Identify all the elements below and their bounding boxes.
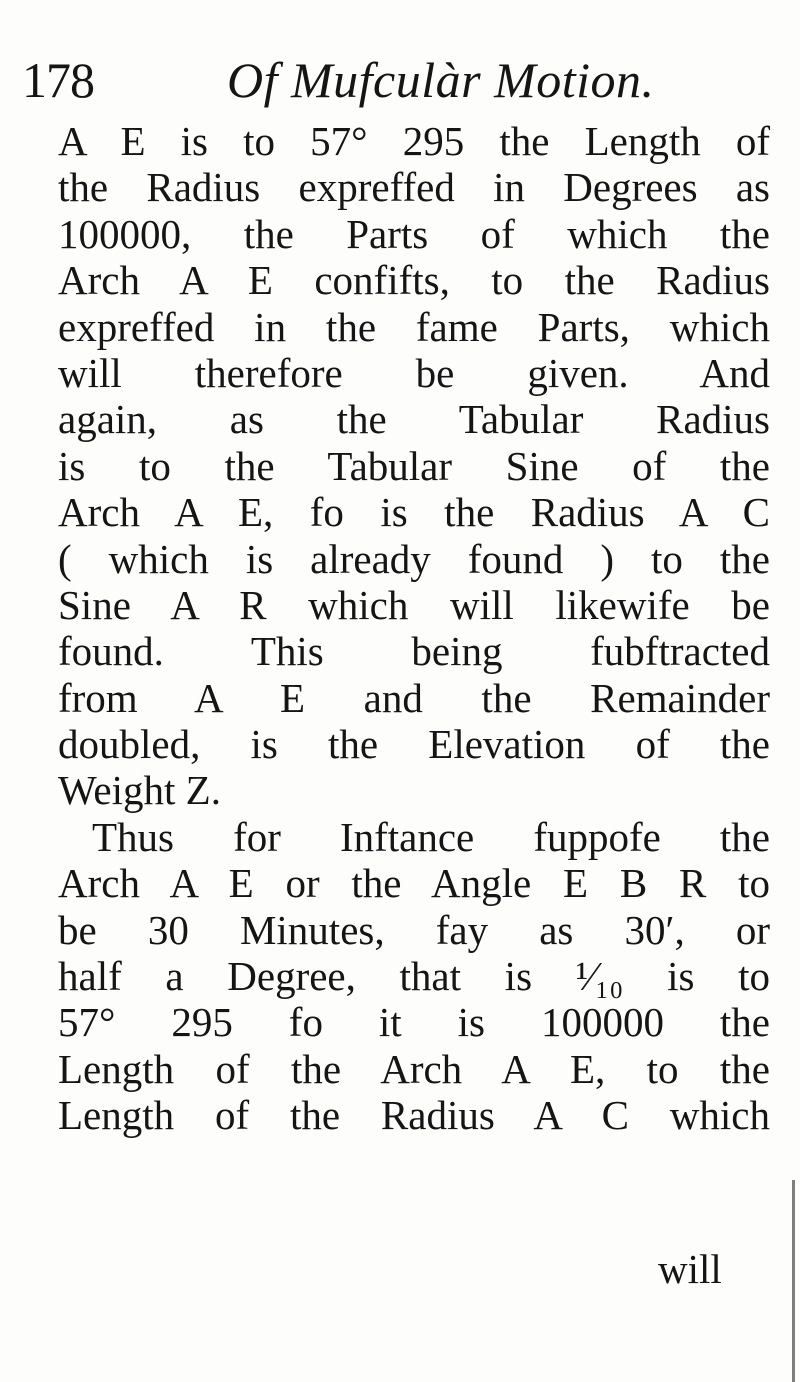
text-line: Arch A E, fo is the Radius A C	[58, 489, 770, 536]
body-text	[58, 118, 770, 1139]
text-line: again, as the Tabular Radius	[58, 396, 770, 443]
text-line: Weight Z.	[58, 767, 221, 814]
text-line: 100000, the Parts of which the	[58, 210, 770, 257]
text-line: Thus for Inftance fuppofe the	[92, 813, 770, 860]
text-line: Length of the Radius A C which	[58, 1092, 770, 1139]
text-line: is to the Tabular Sine of the	[58, 442, 770, 489]
text-line: A E is to 57° 295 the Length of	[58, 118, 770, 164]
text-line: 57° 295 fo it is 100000 the	[58, 999, 770, 1046]
text-line: Arch A E confifts, to the Radius	[58, 257, 770, 304]
running-title: Of Mufculàr Motion.	[227, 52, 655, 108]
text-line: Arch A E or the Angle E B R to	[58, 860, 770, 907]
catchword: will	[658, 1246, 722, 1292]
text-line: half a Degree, that is ¹⁄₁₀ is to	[58, 953, 770, 1000]
text-line: ( which is already found ) to the	[58, 535, 770, 582]
text-line: Length of the Arch A E, to the	[58, 1045, 770, 1092]
page-header	[22, 50, 782, 110]
text-line: will therefore be given. And	[58, 349, 770, 396]
text-line: from A E and the Remainder	[58, 674, 770, 721]
page-edge-divider	[792, 1180, 795, 1382]
text-line: found. This being fubftracted	[58, 628, 770, 675]
text-line: doubled, is the Elevation of the	[58, 721, 770, 768]
text-line: the Radius expreffed in Degrees as	[58, 164, 770, 211]
text-line: expreffed in the fame Parts, which	[58, 303, 770, 350]
page-number: 178	[22, 52, 94, 108]
text-line: be 30 Minutes, fay as 30′, or	[58, 906, 770, 953]
text-line: Sine A R which will likewife be	[58, 581, 770, 628]
